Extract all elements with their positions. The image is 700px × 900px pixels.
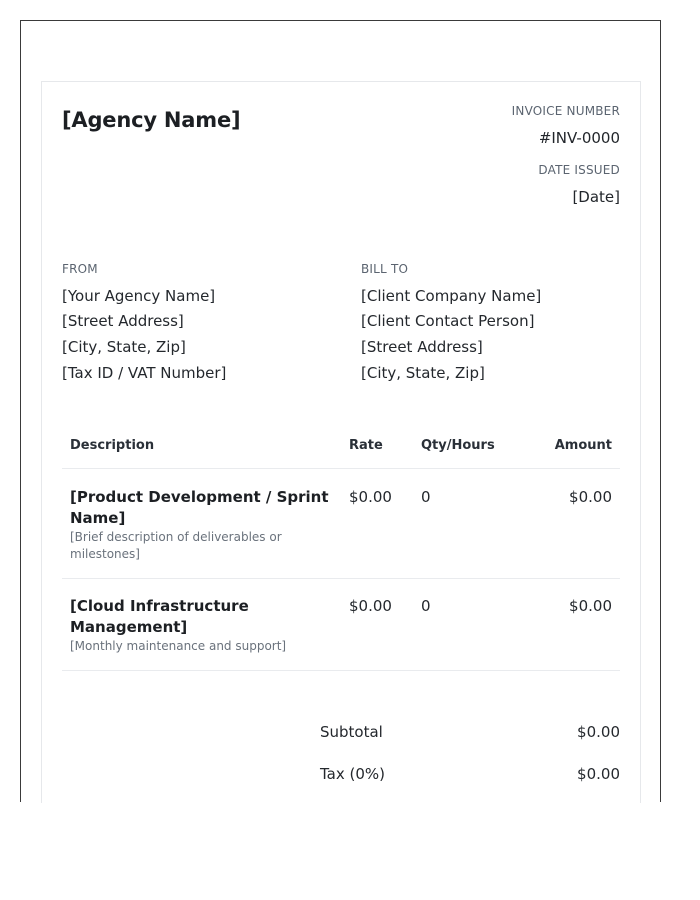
item-rate: $0.00 — [349, 488, 392, 506]
column-header-rate: Rate — [349, 438, 383, 453]
from-label: FROM — [62, 262, 98, 276]
item-rate: $0.00 — [349, 597, 392, 615]
item-title: [Product Development / Sprint Name] — [70, 488, 329, 527]
column-header-amount: Amount — [554, 438, 612, 453]
invoice-number: #INV-0000 — [538, 129, 620, 147]
bill-to-line: [Client Company Name] — [361, 287, 542, 305]
item-description: [Brief description of deliverables or milestones] — [70, 530, 282, 561]
subtotal-value: $0.00 — [577, 723, 620, 741]
from-line: [Your Agency Name] — [62, 287, 216, 305]
tax-value: $0.00 — [577, 765, 620, 783]
from-line: [Street Address] — [62, 312, 184, 330]
column-header-description: Description — [70, 438, 155, 453]
item-qty: 0 — [421, 488, 431, 506]
date-issued-label: DATE ISSUED — [538, 163, 620, 177]
bill-to-line: [City, State, Zip] — [361, 364, 485, 382]
item-amount: $0.00 — [569, 597, 612, 615]
row-divider — [62, 578, 620, 579]
bill-to-label: BILL TO — [361, 262, 409, 276]
item-title: [Cloud Infrastructure Management] — [70, 597, 249, 636]
header-divider — [62, 468, 620, 469]
tax-label: Tax (0%) — [320, 765, 386, 783]
bill-to-line: [Street Address] — [361, 338, 483, 356]
column-header-qty: Qty/Hours — [421, 438, 495, 453]
row-divider — [62, 670, 620, 671]
invoice-number-label: INVOICE NUMBER — [511, 104, 620, 118]
item-description: [Monthly maintenance and support] — [70, 639, 287, 653]
date-issued: [Date] — [572, 188, 620, 206]
bill-to-line: [Client Contact Person] — [361, 312, 535, 330]
item-qty: 0 — [421, 597, 431, 615]
subtotal-label: Subtotal — [320, 723, 383, 741]
item-amount: $0.00 — [569, 488, 612, 506]
from-line: [Tax ID / VAT Number] — [62, 364, 227, 382]
agency-name: [Agency Name] — [62, 108, 241, 132]
from-line: [City, State, Zip] — [62, 338, 186, 356]
